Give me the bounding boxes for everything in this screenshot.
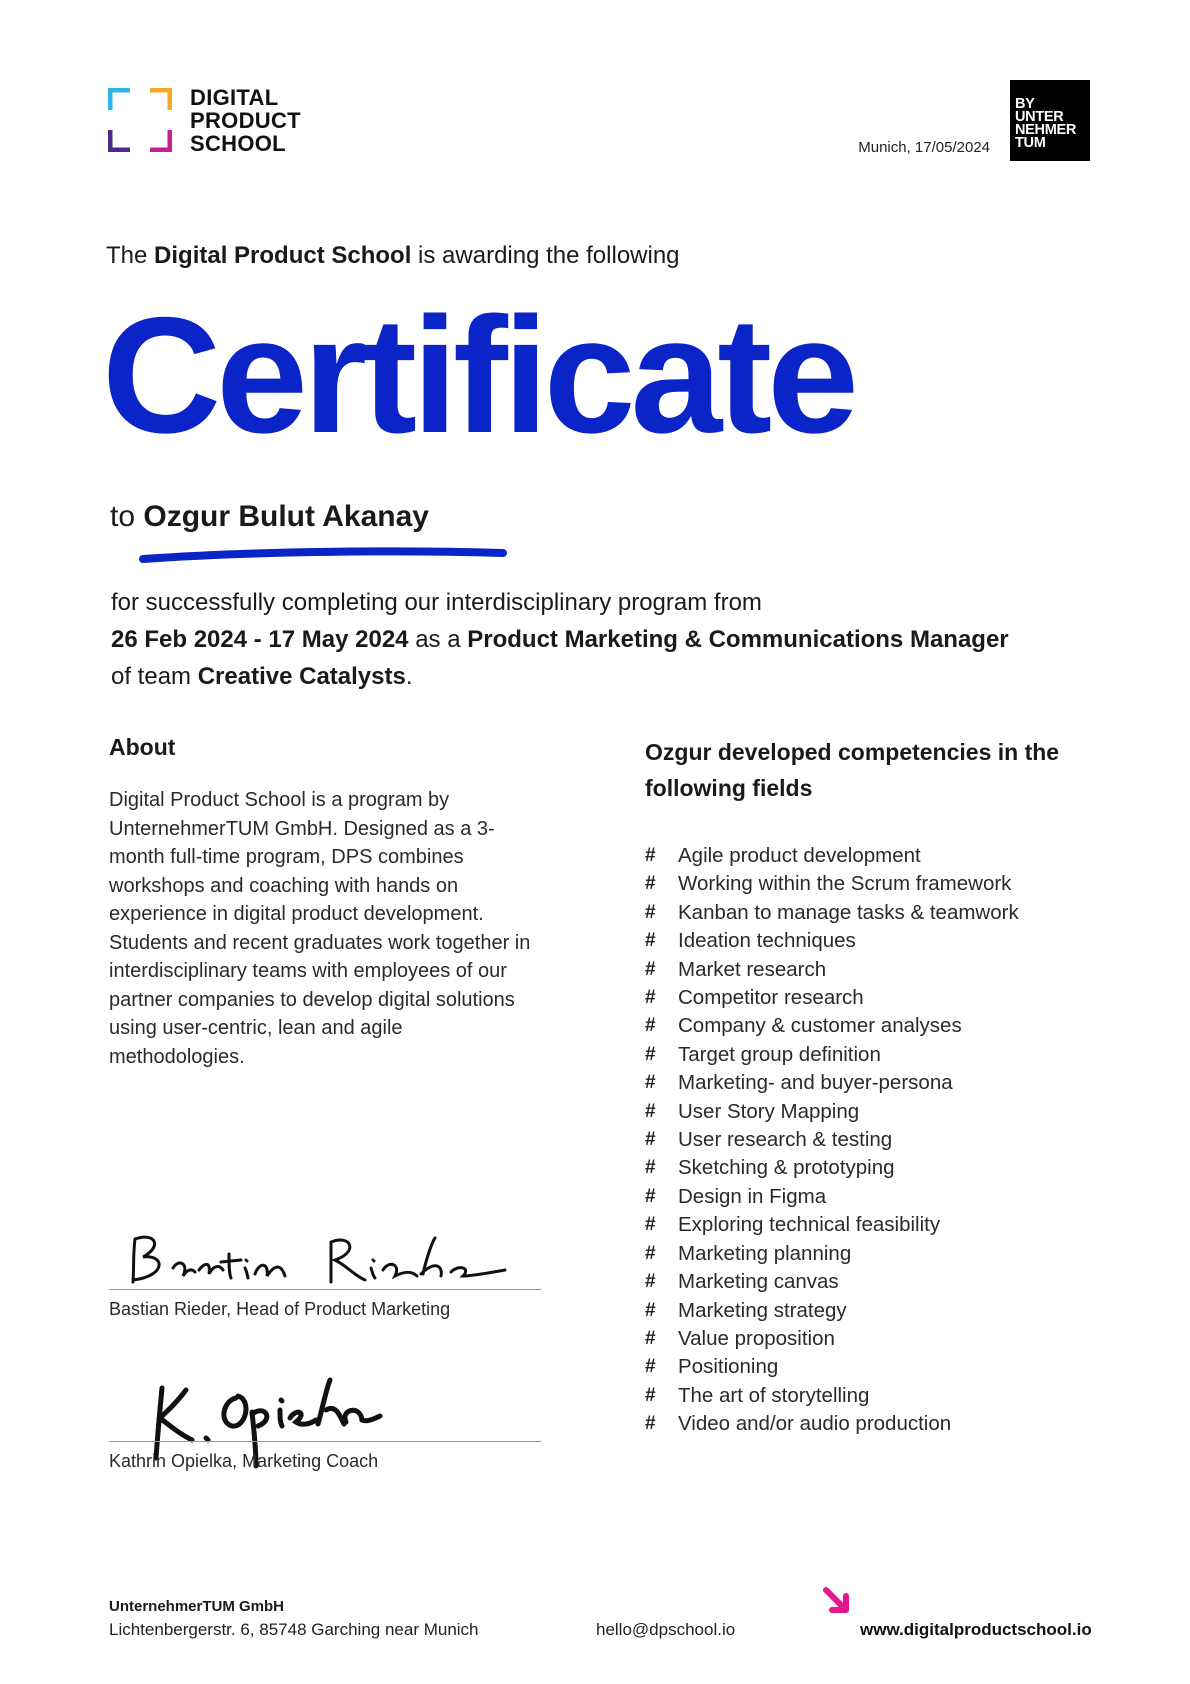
dps-logo-wordmark [190,86,301,155]
competency-item [645,870,1095,898]
competency-label: Market research [678,957,827,981]
competency-label: Kanban to manage tasks & teamwork [678,900,1019,924]
unternehmertum-logo [1010,80,1090,161]
competency-label: Company & customer analyses [678,1014,962,1038]
competency-item [645,984,1095,1012]
intro-suffix: is awarding the following [411,242,680,269]
arrow-down-right-icon [820,1584,856,1620]
hash-bullet-icon: # [645,1185,656,1207]
competency-label: Competitor research [678,986,864,1010]
competency-item [645,842,1095,870]
competency-label: The art of storytelling [678,1383,870,1407]
hash-bullet-icon: # [645,1157,656,1179]
competency-item [645,1325,1095,1353]
competency-item [645,1410,1095,1438]
team-suffix: . [405,663,413,690]
issue-date: Munich, 17/05/2024 [858,139,990,156]
about-heading: About [109,734,176,760]
hash-bullet-icon: # [645,1129,656,1151]
recipient-line [110,500,429,534]
competency-item [645,1041,1095,1069]
hash-bullet-icon: # [645,873,656,895]
about-body: Digital Product School is a program by UnternehmerTUM GmbH. Designed as a 3-month full-time program, DPS combines workshops and coaching with hands on experience in digital product development. Students and recent graduates work together in interdisciplinary teams with employees of our partner companies to develop digital solutions using user-centric, lean and agile methodologies. [109,789,531,1068]
footer-address: Lichtenbergerstr. 6, 85748 Garching near Munich [109,1620,479,1639]
competency-item [645,1353,1095,1381]
competency-label: Working within the Scrum framework [678,872,1012,896]
hash-bullet-icon: # [645,1072,656,1094]
team-name: Creative Catalysts [197,663,406,690]
competency-item [645,1098,1095,1126]
dps-logo-icon [108,88,172,152]
competency-label: Sketching & prototyping [678,1156,895,1180]
recipient-name: Ozgur Bulut Akanay [143,500,429,533]
team-prefix: of team [111,663,198,690]
competency-item [645,1240,1095,1268]
hash-bullet-icon: # [645,930,656,952]
hash-bullet-icon: # [645,1214,656,1236]
competencies-list [645,842,1095,1439]
hash-bullet-icon: # [645,901,656,923]
competency-item [645,1382,1095,1410]
desc-line-3 [111,658,1111,695]
hash-bullet-icon: # [645,1384,656,1406]
competency-item [645,1154,1095,1182]
certificate-title: Certificate [102,283,854,467]
competency-item [645,899,1095,927]
hash-bullet-icon: # [645,1043,656,1065]
name-underline [138,547,508,565]
hash-bullet-icon: # [645,1299,656,1321]
competency-label: Marketing strategy [678,1298,847,1322]
hash-bullet-icon: # [645,987,656,1009]
competency-item [645,1126,1095,1154]
signature-line [109,1441,541,1442]
competency-item [645,1069,1095,1097]
competency-item [645,1183,1095,1211]
footer-email[interactable]: hello@dpschool.io [596,1620,736,1639]
signature-bastian-rieder [125,1224,525,1294]
role-prefix: as a [408,626,468,653]
hash-bullet-icon: # [645,1100,656,1122]
hash-bullet-icon: # [645,1242,656,1264]
competency-label: User Story Mapping [678,1099,860,1123]
competency-label: Design in Figma [678,1184,827,1208]
competency-label: Marketing planning [678,1241,852,1265]
competency-label: Exploring technical feasibility [678,1213,941,1237]
program-dates: 26 Feb 2024 - 17 May 2024 [111,626,409,653]
competency-label: Agile product development [678,844,921,867]
logo-line: DIGITAL [190,85,279,110]
partner-logo-line: TUM [1015,135,1046,151]
competency-item [645,927,1095,955]
logo-line: SCHOOL [190,131,286,156]
signatory-1-label: Bastian Rieder, Head of Product Marketing [109,1299,451,1319]
logo-line: PRODUCT [190,108,301,133]
intro-school: Digital Product School [154,242,412,269]
competency-label: Marketing- and buyer-persona [678,1071,953,1095]
competency-label: Value proposition [678,1326,835,1350]
competency-label: Ideation techniques [678,929,856,953]
footer-website-link[interactable]: www.digitalproductschool.io [860,1620,1092,1639]
competencies-heading: Ozgur developed competencies in the following fields [645,739,1060,801]
intro-text [106,242,680,270]
role-title: Product Marketing & Communications Manager [467,626,1009,653]
hash-bullet-icon: # [645,1356,656,1378]
competency-item [645,1297,1095,1325]
partner-logo-line: NEHMER [1015,122,1077,138]
hash-bullet-icon: # [645,1015,656,1037]
competency-item [645,956,1095,984]
competency-item [645,1012,1095,1040]
hash-bullet-icon: # [645,1413,656,1435]
competency-label: User research & testing [678,1128,893,1152]
hash-bullet-icon: # [645,958,656,980]
partner-logo-line: UNTER [1015,109,1064,125]
competency-label: Positioning [678,1355,779,1379]
intro-prefix: The [106,242,155,269]
hash-bullet-icon: # [645,1271,656,1293]
competency-label: Video and/or audio production [678,1412,952,1436]
competency-label: Marketing canvas [678,1270,839,1294]
desc-line-1: for successfully completing our interdisciplinary program from [111,589,762,616]
desc-line-2 [111,621,1111,658]
recipient-prefix: to [110,500,144,533]
competency-item [645,1211,1095,1239]
hash-bullet-icon: # [645,1327,656,1349]
signature-line [109,1289,541,1290]
completion-description [111,584,1111,695]
partner-logo-line: BY [1015,96,1035,112]
competency-item [645,1268,1095,1296]
signatory-2-label: Kathrin Opielka, Marketing Coach [109,1451,379,1471]
footer-company: UnternehmerTUM GmbH [109,1598,285,1615]
competency-label: Target group definition [678,1042,881,1066]
hash-bullet-icon: # [645,845,656,866]
